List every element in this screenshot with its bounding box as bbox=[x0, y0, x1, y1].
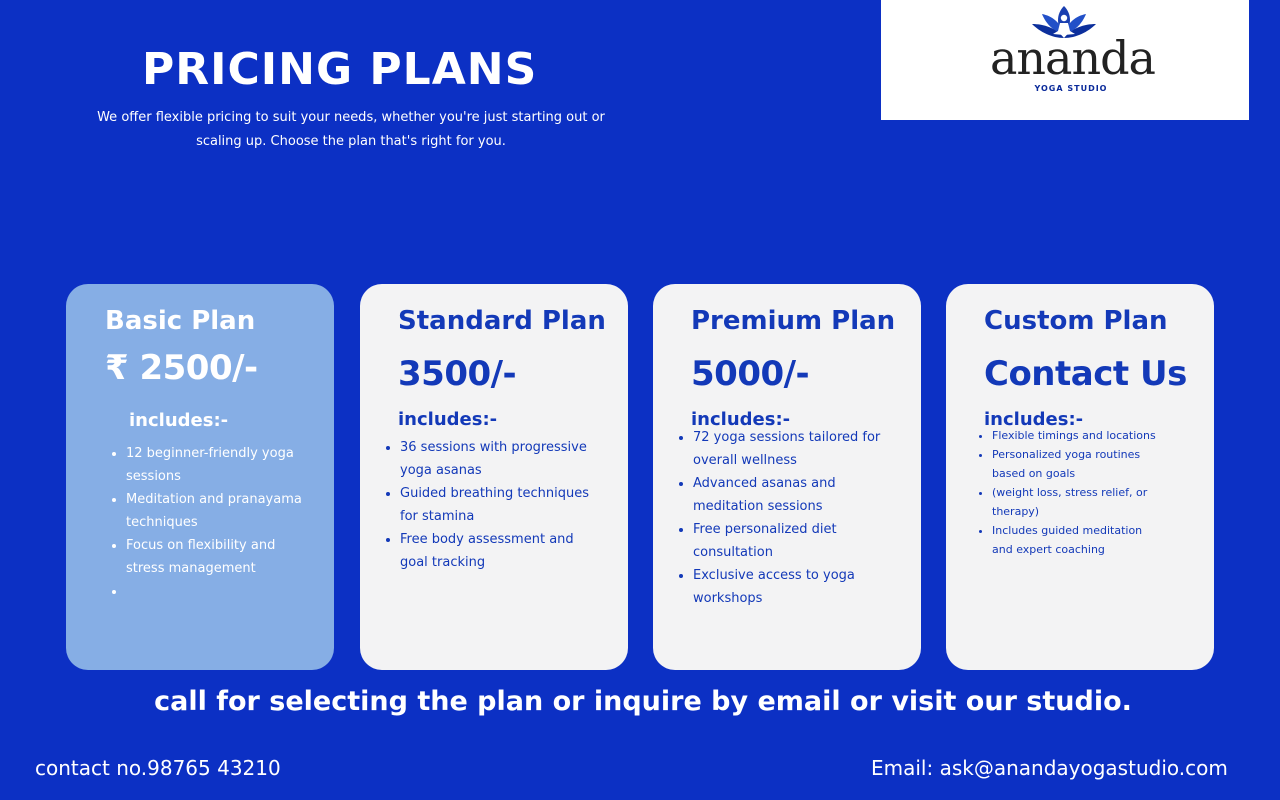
plan-price: 3500/- bbox=[398, 354, 517, 394]
page-title: PRICING PLANS bbox=[142, 44, 538, 95]
feature-item: • Exclusive access to yoga workshops bbox=[693, 564, 883, 610]
basic-plan-card bbox=[66, 284, 334, 670]
plan-price: ₹ 2500/- bbox=[105, 348, 258, 388]
feature-item: • Advanced asanas and meditation sessions bbox=[693, 472, 883, 518]
plan-name: Basic Plan bbox=[105, 306, 256, 336]
plan-name: Premium Plan bbox=[691, 306, 896, 336]
contact-number[interactable]: contact no.98765 43210 bbox=[35, 756, 281, 780]
email-address[interactable]: Email: ask@anandayogastudio.com bbox=[871, 756, 1228, 780]
feature-list bbox=[992, 426, 1162, 559]
feature-item: • Meditation and pranayama techniques bbox=[126, 488, 316, 534]
feature-item: • (weight loss, stress relief, or therapy) bbox=[992, 483, 1162, 521]
feature-list bbox=[126, 442, 316, 603]
plan-name: Standard Plan bbox=[398, 306, 606, 336]
feature-list bbox=[693, 426, 883, 610]
feature-list bbox=[400, 436, 590, 574]
feature-item: • Includes guided meditation and expert coaching bbox=[992, 521, 1162, 559]
feature-item: • Guided breathing techniques for stamina bbox=[400, 482, 590, 528]
includes-label: includes:- bbox=[129, 410, 229, 431]
call-to-action: call for selecting the plan or inquire by email or visit our studio. bbox=[154, 686, 1132, 717]
feature-item: • 36 sessions with progressive yoga asanas bbox=[400, 436, 590, 482]
plan-price: 5000/- bbox=[691, 354, 810, 394]
feature-item: • Flexible timings and locations bbox=[992, 426, 1162, 445]
plan-price: Contact Us bbox=[984, 354, 1187, 394]
page-subtitle: We offer flexible pricing to suit your needs, whether you're just starting out or scaling up. Choose the plan that's right for you. bbox=[97, 110, 605, 149]
premium-plan-card bbox=[653, 284, 921, 670]
feature-item: • Focus on flexibility and stress management bbox=[126, 534, 316, 580]
standard-plan-card bbox=[360, 284, 628, 670]
includes-label: includes:- bbox=[691, 409, 791, 430]
feature-item bbox=[126, 580, 316, 603]
logo-tagline: YOGA STUDIO bbox=[1034, 84, 1108, 93]
feature-item: • Free body assessment and goal tracking bbox=[400, 528, 590, 574]
feature-item: • 72 yoga sessions tailored for overall wellness bbox=[693, 426, 883, 472]
feature-item: • Personalized yoga routines based on goals bbox=[992, 445, 1162, 483]
plan-name: Custom Plan bbox=[984, 306, 1168, 336]
custom-plan-card bbox=[946, 284, 1214, 670]
includes-label: includes:- bbox=[398, 409, 498, 430]
logo-wordmark: ananda bbox=[990, 31, 1155, 85]
feature-item: • Free personalized diet consultation bbox=[693, 518, 883, 564]
includes-label: includes:- bbox=[984, 409, 1084, 430]
feature-item: • 12 beginner-friendly yoga sessions bbox=[126, 442, 316, 488]
